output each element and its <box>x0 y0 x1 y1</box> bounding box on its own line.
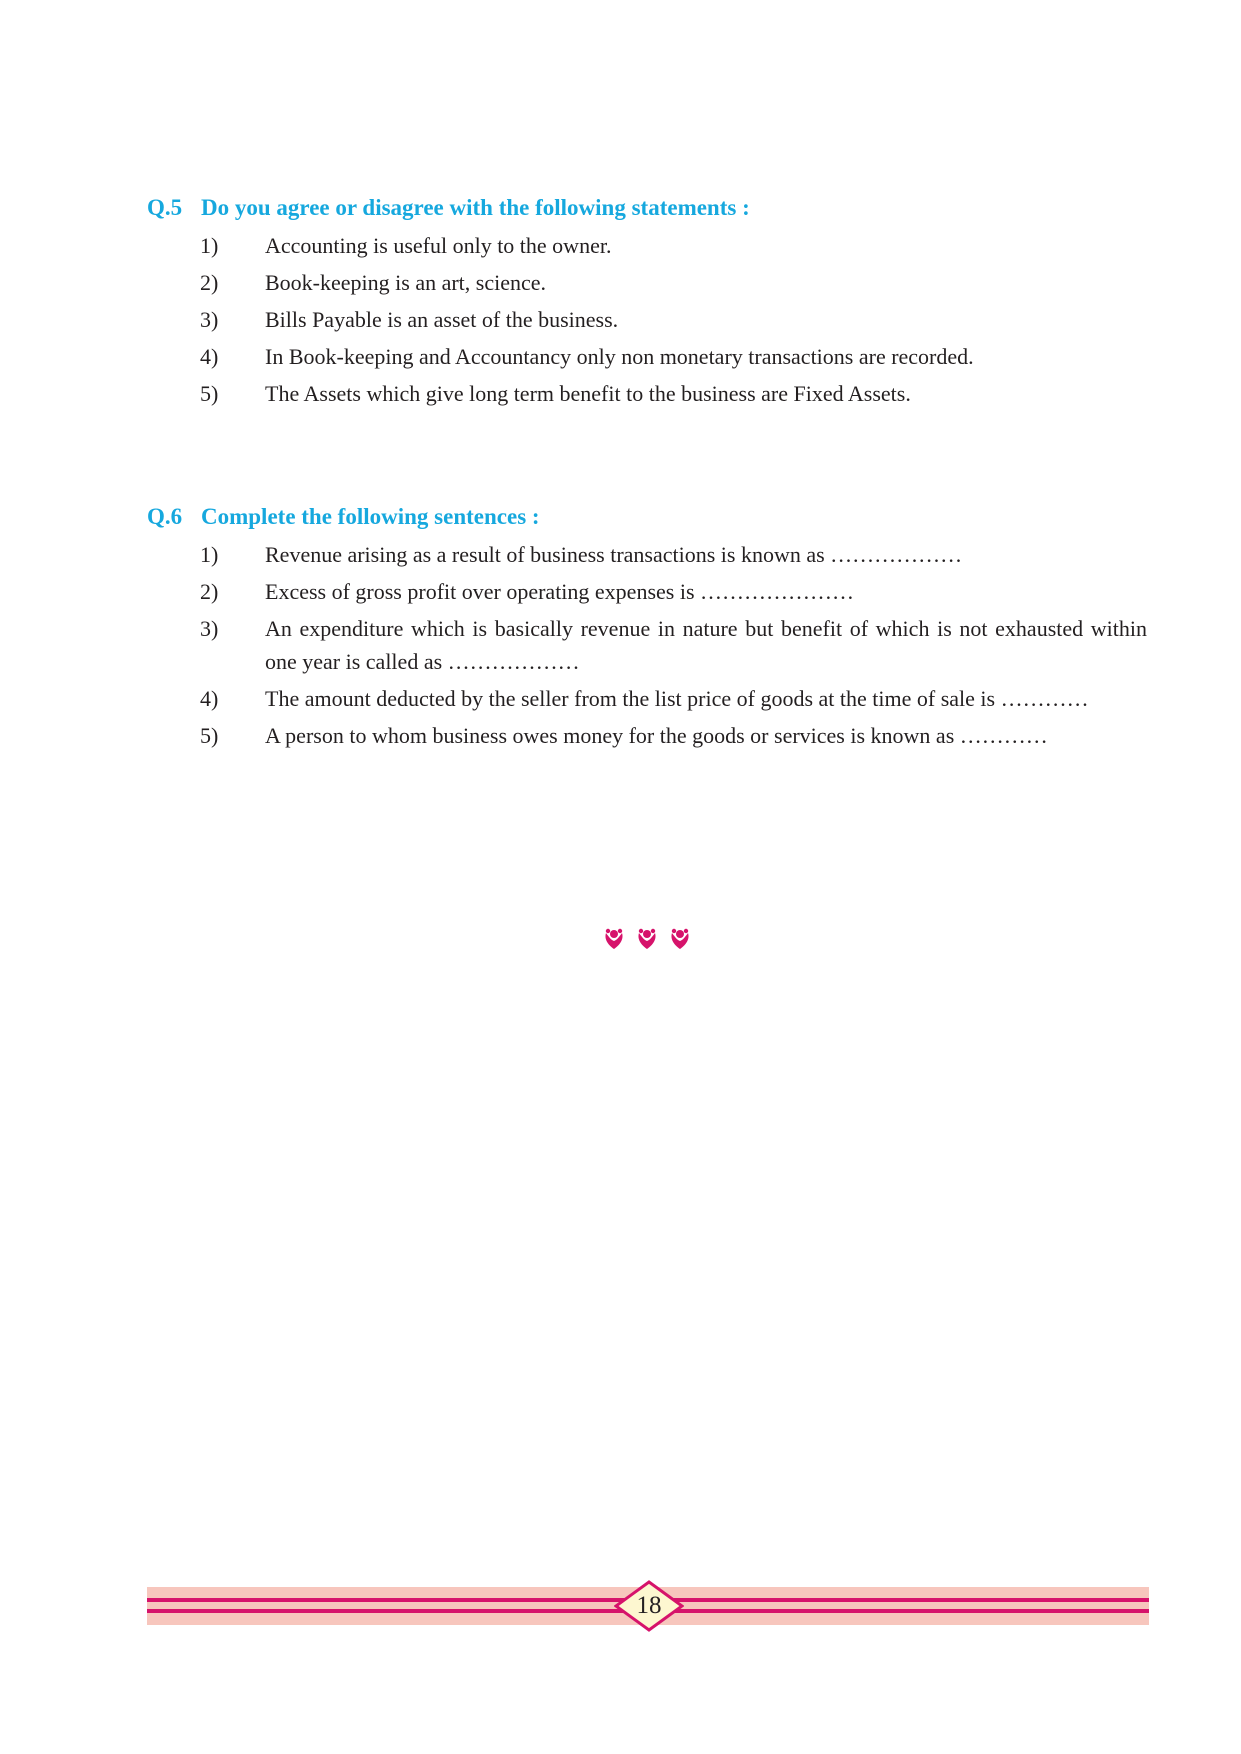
question-5 <box>147 193 1147 414</box>
question-5-heading <box>147 193 1147 223</box>
question-5-number: Q.5 <box>147 195 183 220</box>
item-number: 1) <box>200 233 219 258</box>
question-5-list <box>147 229 1147 410</box>
item-number: 4) <box>200 686 219 711</box>
item-number: 5) <box>200 381 219 406</box>
list-item <box>147 266 1147 299</box>
flower-icon <box>602 927 626 951</box>
flower-icon <box>635 927 659 951</box>
list-item <box>147 340 1147 373</box>
item-number: 2) <box>200 270 219 295</box>
item-text: In Book-keeping and Accountancy only non monetary transactions are recorded. <box>265 344 974 369</box>
section-end-ornament <box>602 924 692 954</box>
item-text: Excess of gross profit over operating expenses is ………………… <box>265 579 855 604</box>
list-item <box>147 538 1147 571</box>
item-number: 4) <box>200 344 219 369</box>
list-item <box>147 377 1147 410</box>
item-text: Accounting is useful only to the owner. <box>265 233 612 258</box>
list-item <box>147 682 1147 715</box>
item-text: Bills Payable is an asset of the business. <box>265 307 619 332</box>
question-6-title: Complete the following sentences : <box>201 504 540 529</box>
item-text: An expenditure which is basically revenue in nature but benefit of which is not exhausted within one year is called as ……………… <box>265 616 1147 674</box>
question-6-list <box>147 538 1147 752</box>
item-number: 3) <box>200 616 219 641</box>
item-text: Revenue arising as a result of business transactions is known as ……………… <box>265 542 963 567</box>
item-number: 3) <box>200 307 219 332</box>
flower-icon <box>668 927 692 951</box>
list-item <box>147 229 1147 262</box>
question-6 <box>147 502 1147 756</box>
item-text: The amount deducted by the seller from the list price of goods at the time of sale is ………… <box>265 686 1089 711</box>
question-5-title: Do you agree or disagree with the following statements : <box>201 195 750 220</box>
item-text: A person to whom business owes money for the goods or services is known as ………… <box>265 723 1048 748</box>
item-text: Book-keeping is an art, science. <box>265 270 547 295</box>
list-item <box>147 612 1147 678</box>
page-number: 18 <box>636 1592 662 1619</box>
question-6-heading <box>147 502 1147 532</box>
item-text: The Assets which give long term benefit to the business are Fixed Assets. <box>265 381 911 406</box>
list-item <box>147 303 1147 336</box>
item-number: 1) <box>200 542 219 567</box>
list-item <box>147 719 1147 752</box>
list-item <box>147 575 1147 608</box>
item-number: 2) <box>200 579 219 604</box>
item-number: 5) <box>200 723 219 748</box>
question-6-number: Q.6 <box>147 504 183 529</box>
